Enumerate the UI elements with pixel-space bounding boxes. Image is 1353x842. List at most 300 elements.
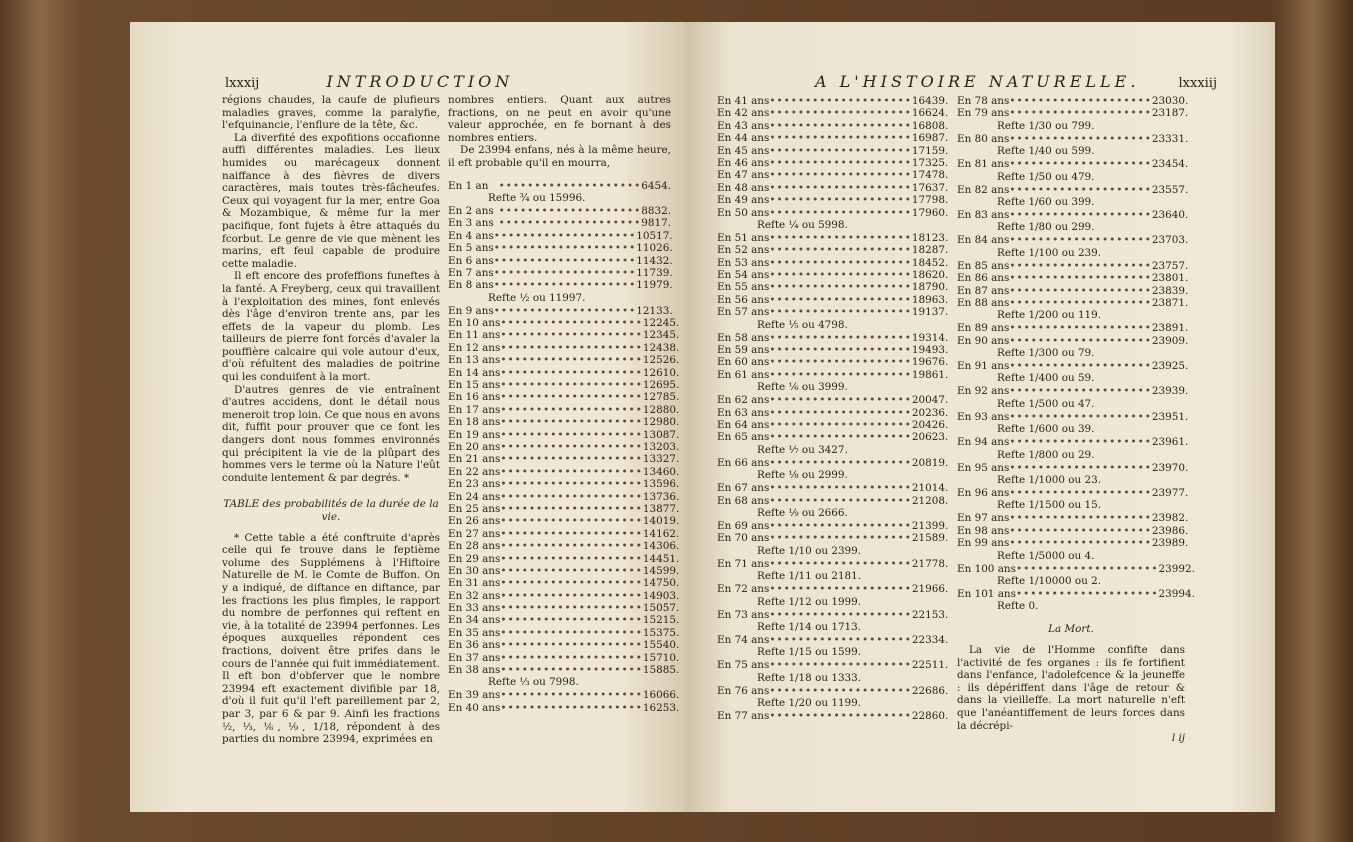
death-count: 15057.	[642, 602, 680, 615]
age-label: En 98 ans	[957, 524, 1010, 537]
age-label: En 40 ans	[448, 701, 501, 714]
death-count: 23977.	[1151, 487, 1189, 500]
age-label: En 6 ans	[448, 254, 494, 267]
para-1: régions chaudes, la caufe de plufieurs maladies graves, comme la paralyfie, l'efquinancie, l'enflure de la tête, &c.	[222, 94, 440, 132]
leader-dots: ••••••••••••••••••••	[493, 304, 637, 317]
remainder-line: Refte ⅛ ou 2999.	[757, 469, 848, 482]
age-label: En 31 ans	[448, 577, 501, 590]
table-row	[717, 144, 949, 157]
age-label: En 88 ans	[957, 296, 1010, 309]
death-count: 16624.	[911, 107, 949, 120]
leader-dots: ••••••••••••••••••••	[769, 356, 912, 369]
leader-dots: ••••••••••••••••••••	[769, 95, 912, 107]
age-label: En 9 ans	[448, 304, 494, 317]
leader-dots: ••••••••••••••••••••	[769, 608, 912, 621]
death-count: 21399.	[911, 519, 949, 532]
death-count: 21966.	[911, 583, 949, 596]
table-row	[717, 684, 949, 697]
death-count: 15375.	[642, 626, 680, 639]
leader-dots: ••••••••••••••••••••	[1009, 410, 1152, 423]
table-row	[448, 490, 680, 503]
death-count: 6454.	[641, 179, 671, 192]
table-row	[717, 231, 949, 244]
age-label: En 38 ans	[448, 664, 501, 677]
death-count: 11432.	[636, 254, 673, 267]
leader-dots: ••••••••••••••••••••	[493, 242, 637, 255]
leader-dots: ••••••••••••••••••••	[500, 440, 643, 453]
leader-dots: ••••••••••••••••••••	[500, 626, 643, 639]
remainder-line: Refte 1/40 ou 599.	[997, 145, 1095, 158]
table-row	[957, 360, 1189, 373]
table-row	[717, 406, 949, 419]
leader-dots: ••••••••••••••••••••	[769, 231, 912, 244]
death-count: 23992.	[1158, 562, 1195, 575]
age-label: En 69 ans	[717, 519, 770, 532]
remainder-line: Refte 1/50 ou 479.	[997, 170, 1095, 183]
age-label: En 22 ans	[448, 465, 501, 478]
death-count: 20426.	[911, 418, 949, 431]
age-label: En 92 ans	[957, 385, 1010, 398]
death-count: 14903.	[642, 589, 680, 602]
death-count: 22686.	[911, 684, 949, 697]
remainder-line: Refte 1/20 ou 1199.	[757, 697, 862, 710]
age-label: En 86 ans	[957, 272, 1010, 285]
table-row	[957, 524, 1189, 537]
leader-dots: ••••••••••••••••••••	[1009, 183, 1152, 196]
death-count: 23801.	[1151, 272, 1189, 285]
death-count: 23961.	[1151, 436, 1189, 449]
leader-dots: ••••••••••••••••••••	[1009, 461, 1152, 474]
death-count: 12980.	[642, 416, 680, 429]
leader-dots: ••••••••••••••••••••	[500, 502, 643, 515]
table-row	[717, 519, 949, 532]
death-count: 21208.	[911, 494, 949, 507]
leader-dots: ••••••••••••••••••••	[769, 132, 912, 145]
leader-dots: ••••••••••••••••••••	[769, 206, 912, 219]
age-label: En 43 ans	[717, 119, 770, 132]
age-label: En 42 ans	[717, 107, 770, 120]
leader-dots: ••••••••••••••••••••	[500, 453, 643, 466]
age-label: En 23 ans	[448, 478, 501, 491]
death-count: 17159.	[911, 144, 949, 157]
table-row	[448, 354, 680, 367]
leader-dots: ••••••••••••••••••••	[1009, 334, 1152, 347]
table-row	[448, 305, 671, 317]
death-count: 16253.	[642, 701, 680, 714]
table-row	[448, 651, 680, 664]
leader-dots: ••••••••••••••••••••	[500, 490, 643, 503]
table-row	[448, 527, 680, 540]
left-header	[225, 72, 513, 91]
death-count: 23986.	[1151, 524, 1189, 537]
death-count: 16987.	[911, 132, 949, 145]
leader-dots: ••••••••••••••••••••	[769, 256, 912, 269]
age-label: En 34 ans	[448, 614, 501, 627]
table-row	[448, 403, 680, 416]
age-label: En 41 ans	[717, 95, 770, 107]
age-label: En 28 ans	[448, 540, 501, 553]
remainder-line: Refte 1/15 ou 1599.	[757, 646, 862, 659]
death-count: 17478.	[911, 169, 949, 182]
la-mort-paragraph: La vie de l'Homme confifte dans l'activité de fes organes : ils fe fortifient dans l'enfance, l'adolefcence & la jeuneffe : ils dépériffent dans l'âge de retour & dans la vieilleffe. La mort naturelle n'eft que l'anéantiffement de leurs forces dans la décrépi-	[957, 643, 1185, 732]
leader-dots: ••••••••••••••••••••	[500, 664, 643, 677]
death-count: 18287.	[911, 244, 949, 257]
para-3: Il eft encore des profeffions funeftes à la fanté. A Freyberg, ceux qui travaillent à l'exploitation des mines, font enlevés dès l'âge d'environ trente ans, par les effets de la vapeur du plomb. Les tailleurs de pierre font forcés d'avaler la pouffière calcaire qui vole autour d'eux, d'où réfultent des maladies de poitrine qui les conduifent à la mort.	[222, 270, 440, 384]
para-2: La diverfité des expofitions occafionne auffi différentes maladies. Les lieux humides ou marécageux donnent naiffance à des fièvres de divers caractères, mais toutes très-fâcheufes. Ceux qui voyagent fur la mer, entre Goa & Mozambique, & même fur la mer pacifique, font fujets à être attaqués du fcorbut. Le genre de vie que mènent les marins, eft feul capable de produire cette maladie.	[222, 131, 440, 270]
death-count: 13736.	[642, 490, 680, 503]
table-row	[717, 532, 949, 545]
death-count: 12245.	[642, 317, 680, 330]
table-row	[957, 259, 1189, 272]
table-row	[957, 183, 1189, 196]
age-label: En 29 ans	[448, 552, 501, 565]
death-count: 18790.	[911, 281, 949, 294]
age-label: En 100 ans	[957, 562, 1016, 575]
table-row	[448, 230, 671, 242]
table-row	[957, 132, 1189, 145]
left-text-column	[222, 94, 440, 746]
leader-dots: ••••••••••••••••••••	[1009, 132, 1152, 145]
age-label: En 73 ans	[717, 608, 770, 621]
table-row	[448, 279, 671, 291]
table-col4	[957, 95, 1195, 613]
table-row	[717, 107, 949, 120]
right-page-number: lxxxiij	[1178, 76, 1217, 91]
table-row	[717, 119, 949, 132]
leader-dots: ••••••••••••••••••••	[769, 344, 912, 357]
age-label: En 11 ans	[448, 329, 501, 342]
leader-dots: ••••••••••••••••••••	[769, 169, 912, 182]
remainder-line: Refte 1/5000 ou 4.	[997, 549, 1095, 562]
third-column	[717, 95, 949, 723]
remainder-line: Refte ⅕ ou 4798.	[757, 318, 848, 331]
death-count: 22860.	[911, 710, 949, 723]
age-label: En 27 ans	[448, 527, 501, 540]
age-label: En 82 ans	[957, 183, 1010, 196]
age-label: En 66 ans	[717, 456, 770, 469]
table-row	[717, 418, 949, 431]
leader-dots: ••••••••••••••••••••	[500, 689, 643, 702]
death-count: 10517.	[636, 229, 673, 242]
table-row	[717, 181, 949, 194]
death-count: 19676.	[911, 356, 949, 369]
age-label: En 35 ans	[448, 626, 501, 639]
right-header	[815, 72, 1217, 91]
leader-dots: ••••••••••••••••••••	[500, 651, 643, 664]
table-row	[448, 564, 680, 577]
age-label: En 36 ans	[448, 639, 501, 652]
remainder-line: Refte 1/80 ou 299.	[997, 221, 1095, 234]
table-row	[448, 701, 680, 714]
table-row	[448, 267, 671, 279]
table-row	[957, 208, 1189, 221]
left-page-number: lxxxij	[225, 76, 260, 91]
table-row	[957, 322, 1189, 335]
leader-dots: ••••••••••••••••••••	[769, 684, 912, 697]
table-row	[448, 416, 680, 429]
death-count: 23331.	[1151, 132, 1189, 145]
remainder-line: Refte 1/10000 ou 2.	[997, 574, 1102, 587]
table-caption: TABLE des probabilités de la durée de la vie.	[223, 498, 439, 523]
leader-dots: ••••••••••••••••••••	[500, 416, 643, 429]
table-col3	[717, 95, 949, 723]
table-row	[448, 317, 680, 330]
death-count: 14306.	[642, 540, 680, 553]
death-count: 14019.	[642, 515, 680, 528]
leader-dots: ••••••••••••••••••••	[1009, 208, 1152, 221]
col2-para-2: De 23994 enfans, nés à la même heure, il eft probable qu'il en mourra,	[448, 144, 671, 169]
leader-dots: ••••••••••••••••••••	[500, 614, 643, 627]
leader-dots: ••••••••••••••••••••	[493, 279, 637, 292]
death-count: 20047.	[911, 394, 949, 407]
age-label: En 1 an	[448, 179, 489, 192]
death-count: 13596.	[642, 478, 680, 491]
leader-dots: ••••••••••••••••••••	[500, 564, 643, 577]
table-row	[448, 589, 680, 602]
death-count: 23839.	[1151, 284, 1189, 297]
table-col2	[448, 179, 680, 715]
age-label: En 80 ans	[957, 132, 1010, 145]
leader-dots: ••••••••••••••••••••	[769, 633, 912, 646]
age-label: En 2 ans	[448, 204, 494, 217]
death-count: 13460.	[642, 465, 680, 478]
death-count: 22153.	[911, 608, 949, 621]
death-count: 13327.	[642, 453, 680, 466]
death-count: 23989.	[1151, 537, 1189, 550]
table-row	[957, 234, 1189, 247]
table-row	[448, 664, 680, 677]
death-count: 17325.	[911, 156, 949, 169]
table-row	[957, 487, 1189, 500]
leader-dots: ••••••••••••••••••••	[500, 379, 643, 392]
table-row	[448, 515, 680, 528]
remainder-line: Refte 1/14 ou 1713.	[757, 620, 862, 633]
death-count: 15710.	[642, 651, 680, 664]
table-row	[448, 440, 680, 453]
death-count: 14599.	[642, 564, 680, 577]
death-count: 23030.	[1151, 95, 1189, 107]
death-count: 12438.	[642, 341, 680, 354]
age-label: En 101 ans	[957, 587, 1016, 600]
leader-dots: ••••••••••••••••••••	[500, 478, 643, 491]
leader-dots: ••••••••••••••••••••	[1009, 95, 1152, 107]
leader-dots: ••••••••••••••••••••	[769, 583, 912, 596]
leader-dots: ••••••••••••••••••••	[498, 217, 642, 230]
death-count: 12526.	[642, 354, 680, 367]
death-count: 23909.	[1151, 334, 1189, 347]
death-count: 11739.	[636, 266, 673, 279]
death-count: 23925.	[1151, 360, 1189, 373]
death-count: 22334.	[911, 633, 949, 646]
table-row	[717, 95, 949, 107]
leader-dots: ••••••••••••••••••••	[1009, 436, 1152, 449]
leader-dots: ••••••••••••••••••••	[769, 244, 912, 257]
death-count: 12610.	[642, 366, 680, 379]
remainder-line: Refte 1/300 ou 79.	[997, 347, 1095, 360]
remainder-line: Refte 1/60 ou 399.	[997, 195, 1095, 208]
death-count: 23557.	[1151, 183, 1189, 196]
para-5: * Cette table a été conftruite d'après celle qui fe trouve dans le feptième volume des Supplémens à l'Hiftoire Naturelle de M. le Comte de Buffon. On y a indiqué, de diftance en diftance, par les fractions les plus fimples, le rapport du nombre de perfonnes qui reftent en vie, à la totalité de 23994 perfonnes. Les époques auxquelles répondent ces fractions, doivent être prifes dans le cours de l'année qui fuit immédiatement. Il eft bon d'obferver que le nombre 23994 eft exactement divifible par 18, d'où il fuit qu'il l'eft pareillement par 2, par 3, par 6 & par 9. Ainfi les fractions ½, ⅓, ⅙, ⅑, 1/18, répondent à des parties du nombre 23994, exprimées en	[222, 531, 440, 746]
age-label: En 7 ans	[448, 266, 494, 279]
leader-dots: ••••••••••••••••••••	[769, 368, 912, 381]
death-count: 20623.	[911, 431, 949, 444]
age-label: En 26 ans	[448, 515, 501, 528]
leader-dots: ••••••••••••••••••••	[1009, 234, 1152, 247]
death-count: 15885.	[642, 664, 680, 677]
leader-dots: ••••••••••••••••••••	[500, 552, 643, 565]
age-label: En 12 ans	[448, 341, 501, 354]
death-count: 17637.	[911, 181, 949, 194]
table-row	[717, 244, 949, 257]
leader-dots: ••••••••••••••••••••	[769, 557, 912, 570]
age-label: En 3 ans	[448, 217, 494, 230]
leader-dots: ••••••••••••••••••••	[769, 710, 912, 723]
table-row	[957, 512, 1189, 525]
age-label: En 54 ans	[717, 269, 770, 282]
leader-dots: ••••••••••••••••••••	[500, 515, 643, 528]
table-row	[957, 296, 1189, 309]
death-count: 23871.	[1151, 296, 1189, 309]
table-row	[957, 334, 1189, 347]
leader-dots: ••••••••••••••••••••	[769, 494, 912, 507]
age-label: En 81 ans	[957, 158, 1010, 171]
table-row	[448, 639, 680, 652]
para-4: D'autres genres de vie entraînent d'autres accidens, dont le détail nous meneroit trop loin. Ce que nous en avons dit, fuffit pour prouver que ce font les dangers dont nous fommes environnés qui précipitent la vie de la plûpart des hommes vers le terme où la Nature l'eût conduite lentement & par degrés. *	[222, 383, 440, 484]
age-label: En 89 ans	[957, 322, 1010, 335]
death-count: 18123.	[911, 231, 949, 244]
remainder-line: Refte 1/1000 ou 23.	[997, 474, 1102, 487]
leader-dots: ••••••••••••••••••••	[1015, 587, 1159, 600]
death-count: 17960.	[911, 206, 949, 219]
age-label: En 60 ans	[717, 356, 770, 369]
table-row	[957, 95, 1189, 107]
age-label: En 70 ans	[717, 532, 770, 545]
table-row	[957, 410, 1189, 423]
leader-dots: ••••••••••••••••••••	[1009, 537, 1152, 550]
leader-dots: ••••••••••••••••••••	[1009, 360, 1152, 373]
age-label: En 51 ans	[717, 231, 770, 244]
age-label: En 93 ans	[957, 410, 1010, 423]
la-mort-heading: La Mort.	[1048, 623, 1094, 636]
table-row	[957, 385, 1189, 398]
table-row	[957, 284, 1189, 297]
death-count: 11026.	[636, 242, 673, 255]
table-row	[448, 428, 680, 441]
leader-dots: ••••••••••••••••••••	[493, 266, 637, 279]
age-label: En 67 ans	[717, 482, 770, 495]
age-label: En 94 ans	[957, 436, 1010, 449]
age-label: En 13 ans	[448, 354, 501, 367]
table-row	[957, 562, 1195, 575]
age-label: En 90 ans	[957, 334, 1010, 347]
remainder-line: Refte 0.	[997, 600, 1039, 613]
leader-dots: ••••••••••••••••••••	[769, 418, 912, 431]
death-count: 21014.	[911, 482, 949, 495]
leader-dots: ••••••••••••••••••••	[769, 156, 912, 169]
table-row	[957, 158, 1189, 171]
leader-dots: ••••••••••••••••••••	[500, 403, 643, 416]
age-label: En 46 ans	[717, 156, 770, 169]
leader-dots: ••••••••••••••••••••	[500, 602, 643, 615]
age-label: En 78 ans	[957, 95, 1010, 107]
right-page	[685, 22, 1275, 812]
remainder-line: Refte ¾ ou 15996.	[488, 191, 586, 204]
remainder-line: Refte 1/12 ou 1999.	[757, 595, 862, 608]
leader-dots: ••••••••••••••••••••	[1009, 272, 1152, 285]
second-column	[448, 94, 680, 714]
leader-dots: ••••••••••••••••••••	[500, 577, 643, 590]
remainder-line: Refte 1/200 ou 119.	[997, 309, 1102, 322]
death-count: 16439.	[911, 95, 949, 107]
age-label: En 59 ans	[717, 344, 770, 357]
death-count: 19493.	[911, 344, 949, 357]
age-label: En 71 ans	[717, 557, 770, 570]
death-count: 13203.	[642, 440, 680, 453]
table-row	[717, 608, 949, 621]
table-row	[717, 281, 949, 294]
age-label: En 57 ans	[717, 306, 770, 319]
death-count: 23951.	[1151, 410, 1189, 423]
age-label: En 24 ans	[448, 490, 501, 503]
leader-dots: ••••••••••••••••••••	[769, 144, 912, 157]
leader-dots: ••••••••••••••••••••	[498, 179, 642, 192]
table-row	[957, 461, 1189, 474]
death-count: 19861.	[911, 368, 949, 381]
age-label: En 72 ans	[717, 583, 770, 596]
death-count: 12345.	[642, 329, 680, 342]
table-row	[448, 689, 680, 702]
remainder-line: Refte 1/30 ou 799.	[997, 119, 1095, 132]
age-label: En 15 ans	[448, 379, 501, 392]
table-row	[717, 256, 949, 269]
leader-dots: ••••••••••••••••••••	[769, 519, 912, 532]
death-count: 23187.	[1151, 107, 1189, 120]
table-row	[957, 107, 1189, 120]
age-label: En 61 ans	[717, 368, 770, 381]
death-count: 18620.	[911, 269, 949, 282]
age-label: En 68 ans	[717, 494, 770, 507]
remainder-line: Refte 1/18 ou 1333.	[757, 671, 862, 684]
leader-dots: ••••••••••••••••••••	[500, 329, 643, 342]
leader-dots: ••••••••••••••••••••	[769, 394, 912, 407]
leader-dots: ••••••••••••••••••••	[769, 482, 912, 495]
leader-dots: ••••••••••••••••••••	[1009, 322, 1152, 335]
remainder-line: Refte 1/100 ou 239.	[997, 246, 1102, 259]
table-row	[448, 465, 680, 478]
age-label: En 79 ans	[957, 107, 1010, 120]
leader-dots: ••••••••••••••••••••	[769, 281, 912, 294]
age-label: En 17 ans	[448, 403, 501, 416]
left-running-title: INTRODUCTION	[326, 72, 514, 91]
death-count: 23970.	[1151, 461, 1189, 474]
leader-dots: ••••••••••••••••••••	[500, 701, 643, 714]
death-count: 13087.	[642, 428, 680, 441]
age-label: En 30 ans	[448, 564, 501, 577]
leader-dots: ••••••••••••••••••••	[500, 366, 643, 379]
table-row	[717, 356, 949, 369]
table-row	[717, 368, 949, 381]
death-count: 23994.	[1158, 587, 1195, 600]
age-label: En 8 ans	[448, 279, 494, 292]
age-label: En 77 ans	[717, 710, 770, 723]
table-row	[717, 394, 949, 407]
death-count: 23454.	[1151, 158, 1189, 171]
table-row	[717, 431, 949, 444]
leader-dots: ••••••••••••••••••••	[1009, 385, 1152, 398]
table-row	[717, 633, 949, 646]
age-label: En 85 ans	[957, 259, 1010, 272]
age-label: En 53 ans	[717, 256, 770, 269]
